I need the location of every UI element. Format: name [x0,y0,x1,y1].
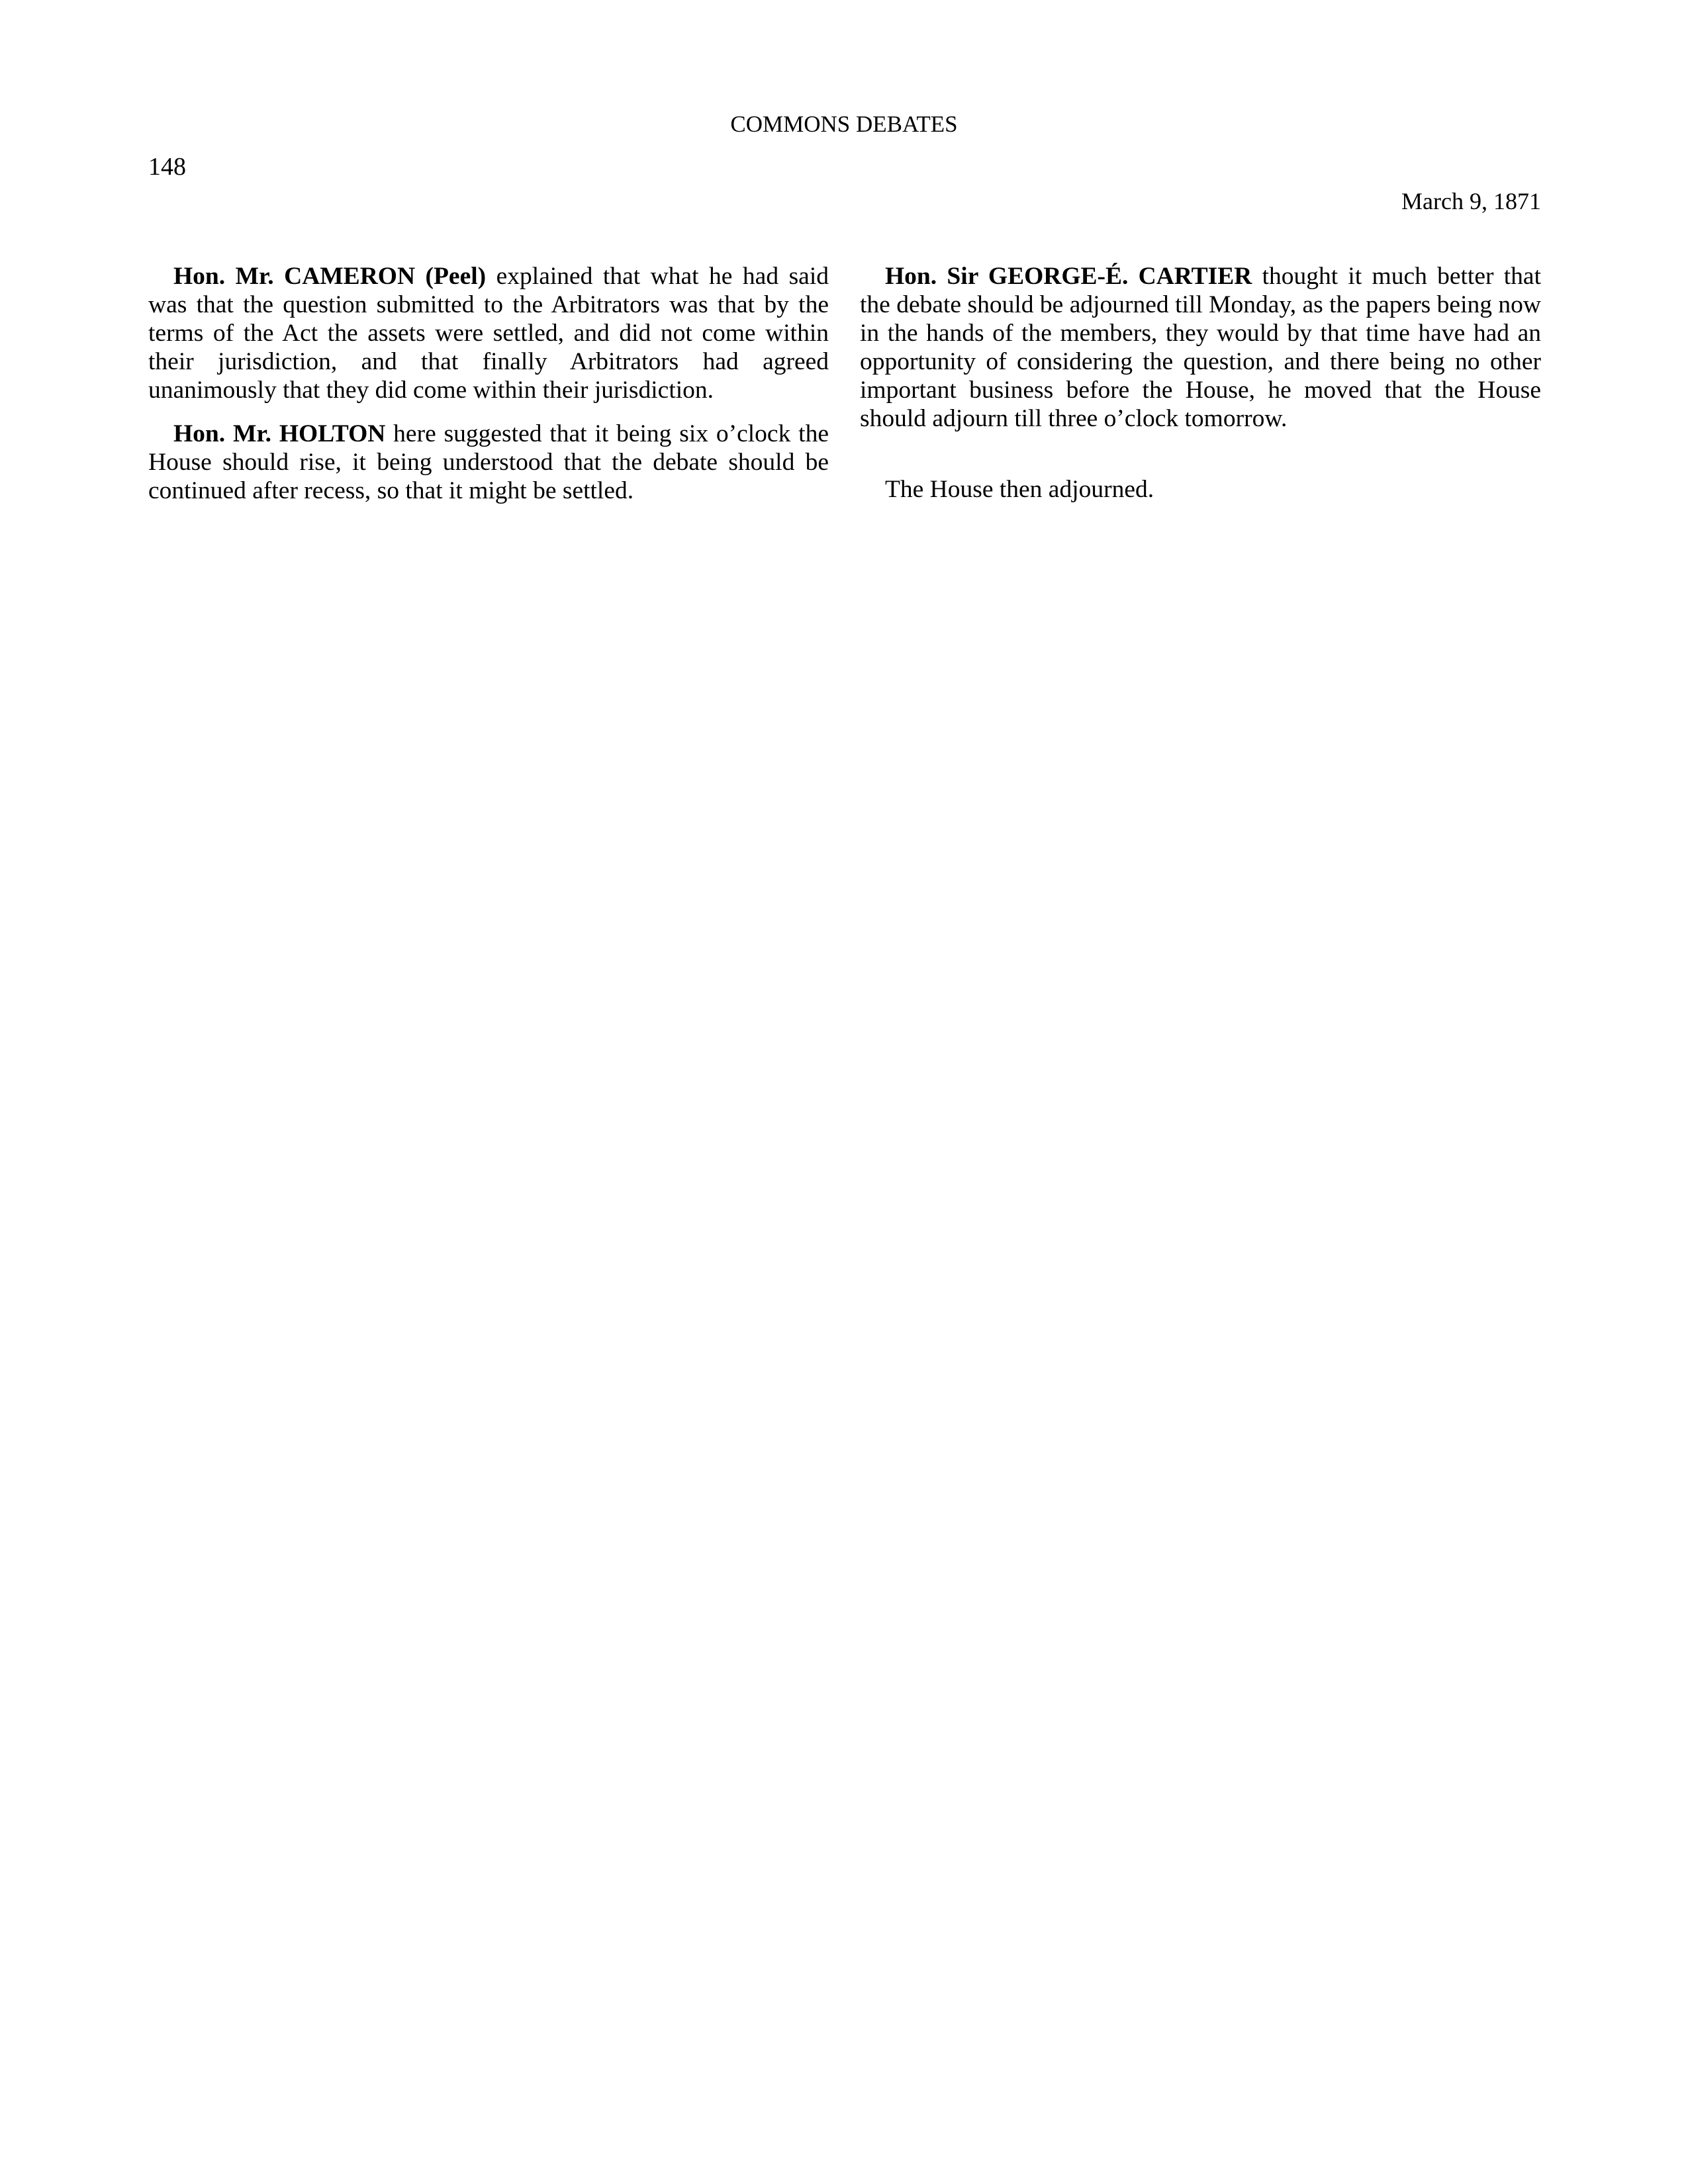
speech-paragraph-cartier [860,262,1541,433]
left-column [148,262,829,520]
page-date: March 9, 1871 [1401,188,1541,214]
running-title: COMMONS DEBATES [730,111,958,137]
speaker-name: Hon. Sir GEORGE-É. CARTIER [885,263,1252,290]
page-number: 148 [148,153,186,181]
speaker-name: Hon. Mr. HOLTON [173,420,386,447]
speech-paragraph-holton [148,420,829,505]
speech-text: here suggested that it being six o’clock the House should rise, it being understood that the debate should be continued after recess, so that it might be settled. [148,420,829,504]
closing-statement: The House then adjourned. [885,476,1154,503]
speech-text: thought it much better that the debate should be adjourned till Monday, as the papers being now in the hands of the members, they would by that time have had an opportunity of considering the question, and there being no other important business before the House, he moved that the House should adjourn till three o’clock tomorrow. [860,263,1541,432]
speech-text: explained that what he had said was that the question submitted to the Arbitrators was that by the terms of the Act the assets were settled, and did not come within their jurisdiction, and that finally Arbitrators had agreed unanimously that they did come within their jurisdiction. [148,263,829,404]
right-column [860,262,1541,519]
speaker-name: Hon. Mr. CAMERON (Peel) [173,263,487,290]
speech-paragraph-cameron [148,262,829,404]
